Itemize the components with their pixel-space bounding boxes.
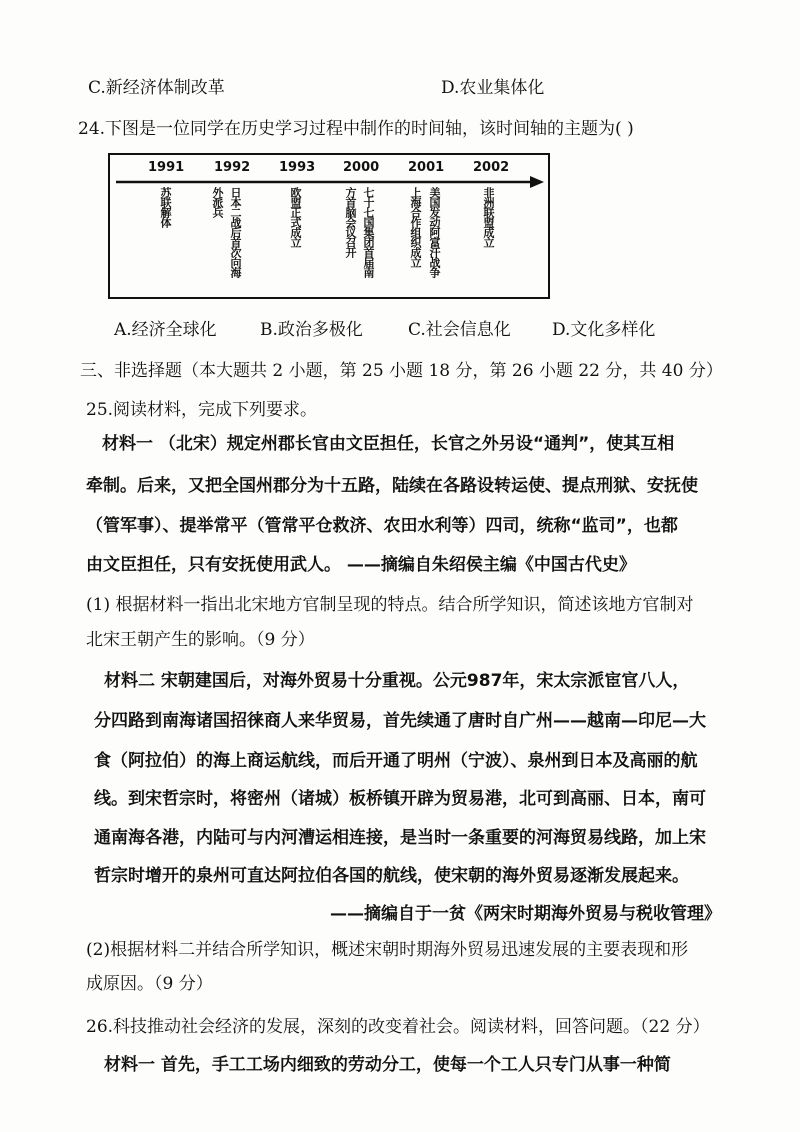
timeline-year: 1991 (148, 160, 185, 175)
timeline-figure (108, 153, 550, 299)
q23-option-d: D.农业集体化 (441, 78, 545, 98)
timeline-event: 非洲联盟成立 (482, 187, 495, 247)
timeline-event: 外派兵 (211, 187, 224, 217)
timeline-year: 2002 (473, 160, 510, 175)
timeline-event: 美国发动阿富汗战争 (428, 187, 441, 277)
timeline-event: 欧盟正式成立 (289, 187, 302, 247)
q26-stem: 26.科技推动社会经济的发展，深刻的改变着社会。阅读材料，回答问题。（22 分） (86, 1017, 710, 1037)
q24-option-c: C.社会信息化 (408, 320, 511, 340)
timeline-year: 1992 (214, 160, 251, 175)
q24-option-d: D.文化多样化 (552, 320, 656, 340)
timeline-event: 上海合作组织成立 (409, 187, 422, 267)
q26-material-1: 材料一 首先，手工工场内细致的劳动分工，使每一个工人只专门从事一种简 (104, 1055, 671, 1075)
q24-option-a: A.经济全球化 (114, 320, 217, 340)
timeline-event: 苏联解体 (159, 187, 172, 227)
section-heading: 三、非选择题（本大题共 2 小题，第 25 小题 18 分，第 26 小题 22 分，共 40 分） (80, 361, 723, 381)
q24-stem: 24.下图是一位同学在历史学习过程中制作的时间轴，该时间轴的主题为( ) (78, 119, 634, 139)
timeline-year: 1993 (279, 160, 316, 175)
q24-option-b: B.政治多极化 (260, 320, 363, 340)
timeline-event: 方首脑会议召开 (344, 187, 357, 257)
timeline-year: 2000 (343, 160, 380, 175)
q23-option-c: C.新经济体制改革 (88, 78, 225, 98)
timeline-event: 日本二战后首次向海 (229, 187, 242, 277)
timeline-event: 七十七国集团首届南 (362, 187, 375, 277)
timeline-year: 2001 (408, 160, 445, 175)
q25-stem: 25.阅读材料，完成下列要求。 (86, 400, 318, 420)
